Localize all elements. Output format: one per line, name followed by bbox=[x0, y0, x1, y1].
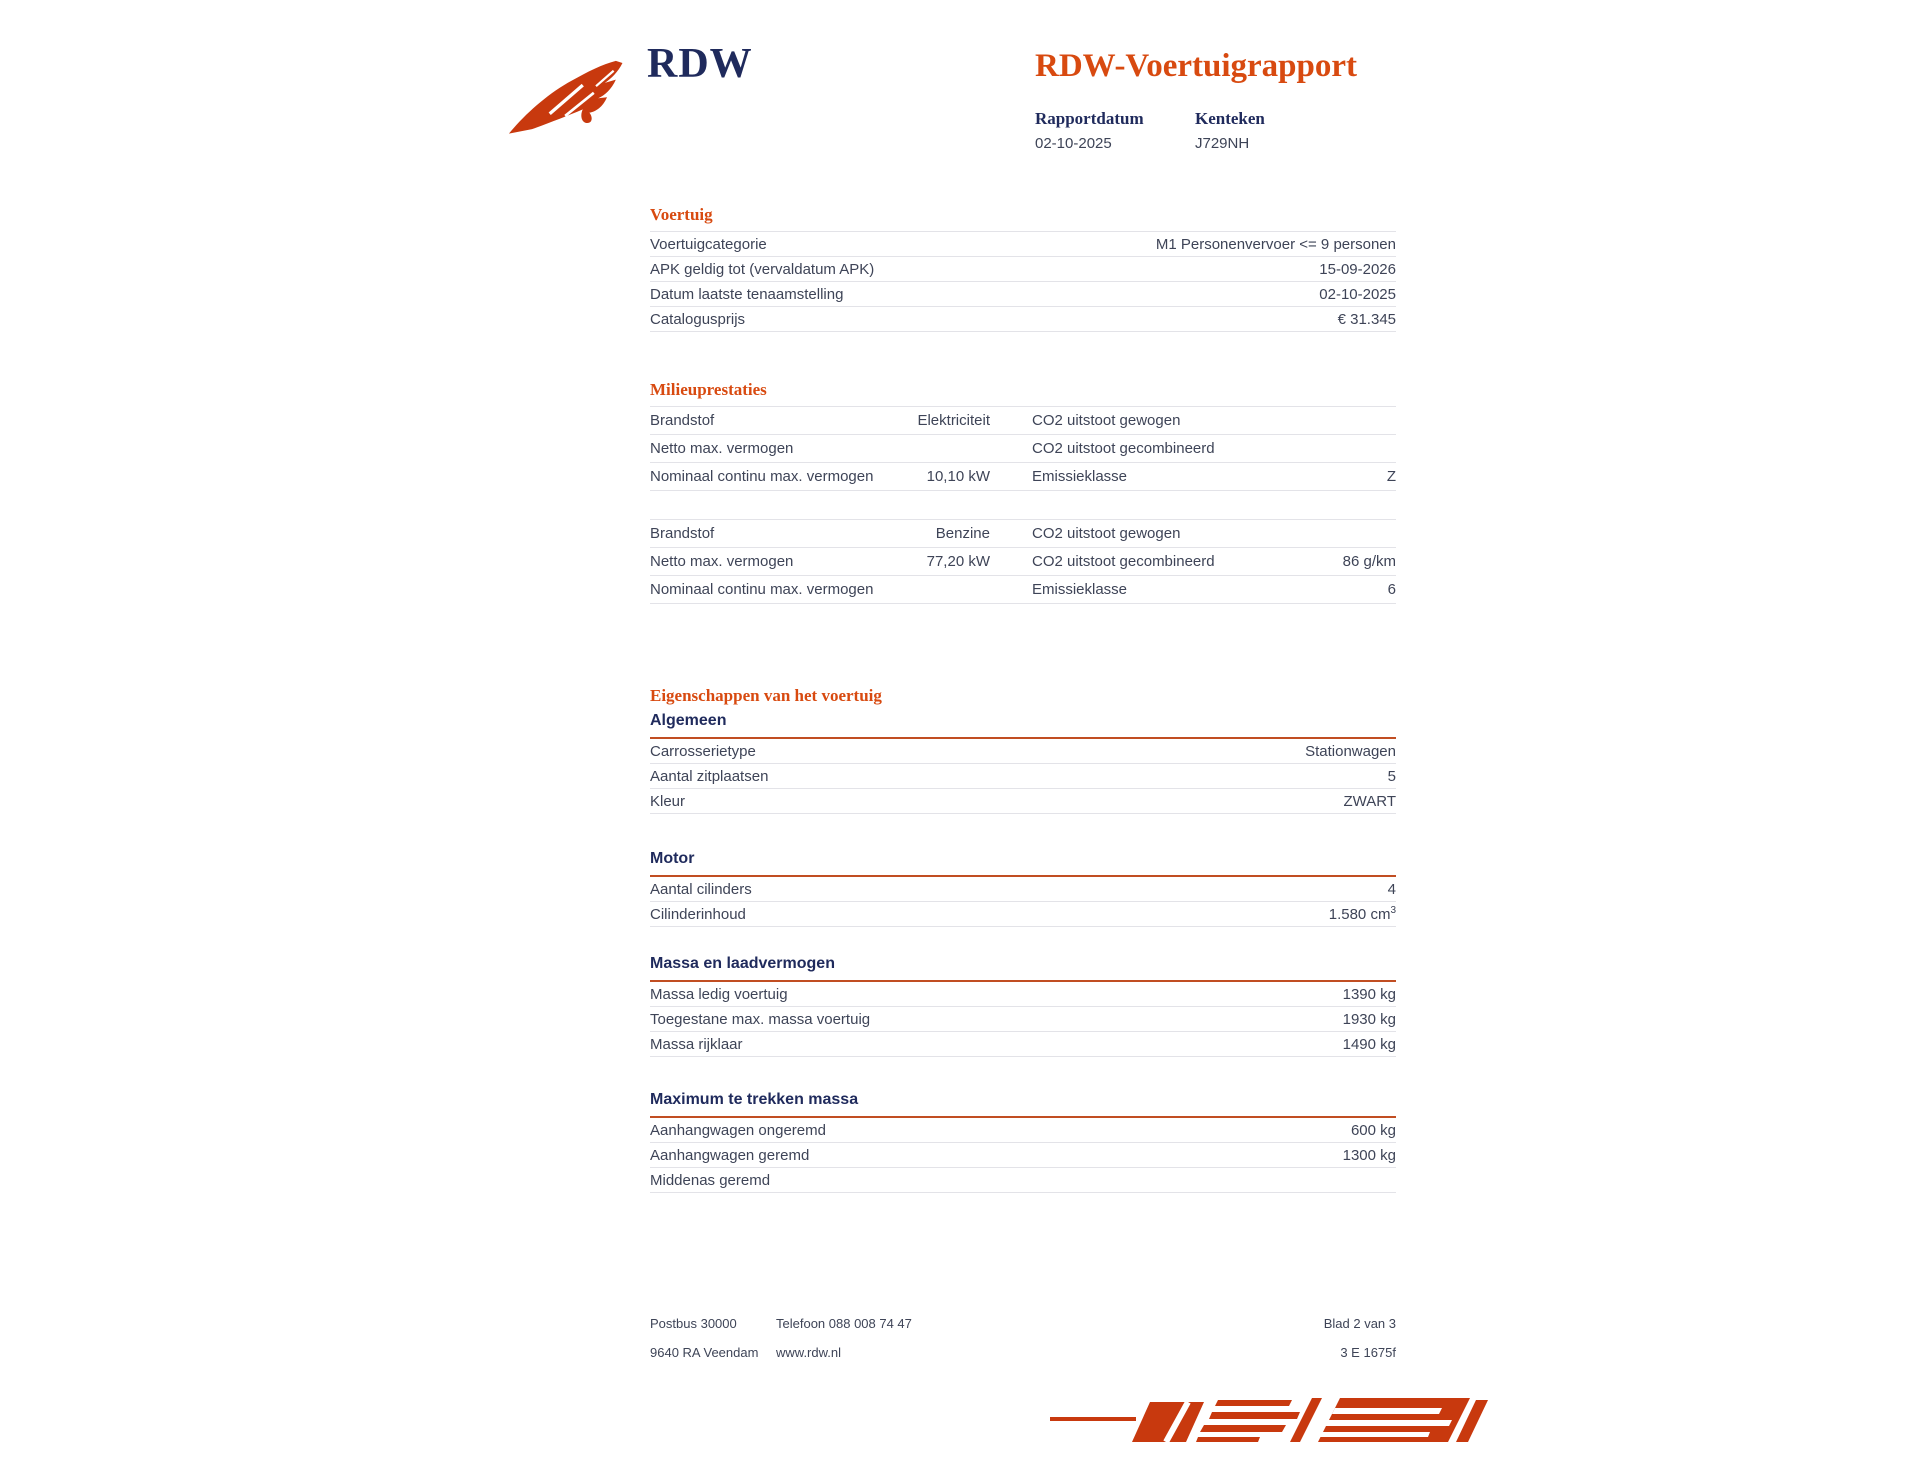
table-row bbox=[650, 764, 1396, 789]
table-row bbox=[650, 282, 1396, 307]
footer-city: 9640 RA Veendam bbox=[650, 1345, 759, 1360]
row-label: Massa ledig voertuig bbox=[650, 985, 788, 1003]
table-row bbox=[650, 407, 1396, 435]
row-value: ZWART bbox=[1343, 792, 1396, 810]
subsection-maximum-trekken-massa bbox=[650, 1091, 1396, 1193]
table-row bbox=[650, 902, 1396, 927]
row-label: Nominaal continu max. vermogen bbox=[650, 468, 874, 485]
row-label: Catalogusprijs bbox=[650, 310, 746, 328]
license-plate-label: Kenteken bbox=[1195, 109, 1265, 128]
row-label: Middenas geremd bbox=[650, 1171, 771, 1189]
footer-website: www.rdw.nl bbox=[776, 1345, 842, 1360]
rdw-speedlines-icon bbox=[1050, 1392, 1490, 1472]
subsection-motor bbox=[650, 850, 1396, 927]
row-label: APK geldig tot (vervaldatum APK) bbox=[650, 260, 875, 278]
row-label: Aanhangwagen ongeremd bbox=[650, 1121, 826, 1139]
row-label: Datum laatste tenaamstelling bbox=[650, 285, 844, 303]
row-value: Stationwagen bbox=[1305, 742, 1396, 760]
table-row bbox=[650, 982, 1396, 1007]
table-row bbox=[650, 1143, 1396, 1168]
table-row bbox=[650, 739, 1396, 764]
rdw-bird-icon bbox=[505, 52, 633, 138]
section-heading-milieuprestaties: Milieuprestaties bbox=[650, 380, 767, 399]
row-label: CO2 uitstoot gewogen bbox=[1032, 525, 1181, 542]
row-label: CO2 uitstoot gewogen bbox=[1032, 412, 1181, 429]
row-value-superscript: 3 bbox=[1390, 905, 1396, 916]
row-value: 1390 kg bbox=[1342, 985, 1396, 1003]
table-row bbox=[650, 1168, 1396, 1193]
row-value: 5 bbox=[1387, 767, 1396, 785]
rdw-logo-wordmark: RDW bbox=[647, 41, 753, 87]
row-label: Aanhangwagen geremd bbox=[650, 1146, 810, 1164]
section-heading-voertuig: Voertuig bbox=[650, 205, 713, 224]
footer-phone: Telefoon 088 008 74 47 bbox=[776, 1316, 912, 1331]
page-footer bbox=[650, 1316, 1396, 1374]
table-row bbox=[650, 576, 1396, 604]
row-value: 86 g/km bbox=[1342, 553, 1396, 570]
report-body bbox=[650, 0, 1396, 1193]
report-date-label: Rapportdatum bbox=[1035, 109, 1144, 128]
row-label: Brandstof bbox=[650, 525, 715, 542]
subsection-algemeen bbox=[650, 712, 1396, 814]
row-label: Netto max. vermogen bbox=[650, 553, 794, 570]
row-value: M1 Personenvervoer <= 9 personen bbox=[1155, 235, 1396, 253]
row-value-text: 1.580 cm bbox=[1328, 906, 1391, 923]
table-row bbox=[650, 435, 1396, 463]
row-label: CO2 uitstoot gecombineerd bbox=[1032, 553, 1215, 570]
table-row bbox=[650, 463, 1396, 491]
row-value: 4 bbox=[1387, 880, 1396, 898]
section-heading-eigenschappen: Eigenschappen van het voertuig bbox=[650, 686, 882, 705]
row-label: CO2 uitstoot gecombineerd bbox=[1032, 440, 1215, 457]
subsection-massa bbox=[650, 955, 1396, 1057]
table-row bbox=[650, 1032, 1396, 1057]
row-value: 1490 kg bbox=[1342, 1035, 1396, 1053]
subsection-title: Maximum te trekken massa bbox=[650, 1091, 1396, 1118]
subsection-title: Algemeen bbox=[650, 712, 1396, 739]
row-label: Emissieklasse bbox=[1032, 581, 1128, 598]
row-value: 02-10-2025 bbox=[1319, 285, 1396, 303]
subsection-title: Motor bbox=[650, 850, 1396, 877]
table-row bbox=[650, 257, 1396, 282]
table-row bbox=[650, 520, 1396, 548]
row-value: 77,20 kW bbox=[926, 553, 990, 570]
row-label: Brandstof bbox=[650, 412, 715, 429]
row-label: Voertuigcategorie bbox=[650, 235, 767, 253]
row-value: 10,10 kW bbox=[926, 468, 990, 485]
report-date-value: 02-10-2025 bbox=[1035, 135, 1112, 152]
row-value bbox=[1329, 905, 1396, 923]
row-value: Z bbox=[1386, 468, 1396, 485]
footer-page-number: Blad 2 van 3 bbox=[1323, 1316, 1396, 1331]
table-row bbox=[650, 877, 1396, 902]
row-value: 1930 kg bbox=[1342, 1010, 1396, 1028]
row-label: Kleur bbox=[650, 792, 686, 810]
subsection-title: Massa en laadvermogen bbox=[650, 955, 1396, 982]
footer-postbus: Postbus 30000 bbox=[650, 1316, 737, 1331]
row-label: Massa rijklaar bbox=[650, 1035, 743, 1053]
row-value: 15-09-2026 bbox=[1319, 260, 1396, 278]
row-value: 6 bbox=[1387, 581, 1396, 598]
row-label: Nominaal continu max. vermogen bbox=[650, 581, 874, 598]
table-row bbox=[650, 548, 1396, 576]
table-row bbox=[650, 789, 1396, 814]
table-row bbox=[650, 307, 1396, 332]
row-label: Carrosserietype bbox=[650, 742, 756, 760]
row-label: Cilinderinhoud bbox=[650, 905, 746, 923]
footer-doc-code: 3 E 1675f bbox=[1340, 1345, 1396, 1360]
milieu-table-benzine bbox=[650, 519, 1396, 604]
milieu-table-elektriciteit bbox=[650, 406, 1396, 491]
row-value: 600 kg bbox=[1350, 1121, 1396, 1139]
row-label: Aantal cilinders bbox=[650, 880, 752, 898]
row-label: Emissieklasse bbox=[1032, 468, 1128, 485]
table-row bbox=[650, 1118, 1396, 1143]
row-label: Toegestane max. massa voertuig bbox=[650, 1010, 871, 1028]
row-label: Aantal zitplaatsen bbox=[650, 767, 769, 785]
row-label: Netto max. vermogen bbox=[650, 440, 794, 457]
table-row bbox=[650, 1007, 1396, 1032]
row-value: Benzine bbox=[935, 525, 990, 542]
license-plate-value: J729NH bbox=[1195, 135, 1250, 152]
row-value: 1300 kg bbox=[1342, 1146, 1396, 1164]
row-value: Elektriciteit bbox=[917, 412, 990, 429]
page-title: RDW-Voertuigrapport bbox=[1035, 48, 1358, 84]
voertuig-table bbox=[650, 231, 1396, 332]
row-value: € 31.345 bbox=[1337, 310, 1396, 328]
table-row bbox=[650, 232, 1396, 257]
